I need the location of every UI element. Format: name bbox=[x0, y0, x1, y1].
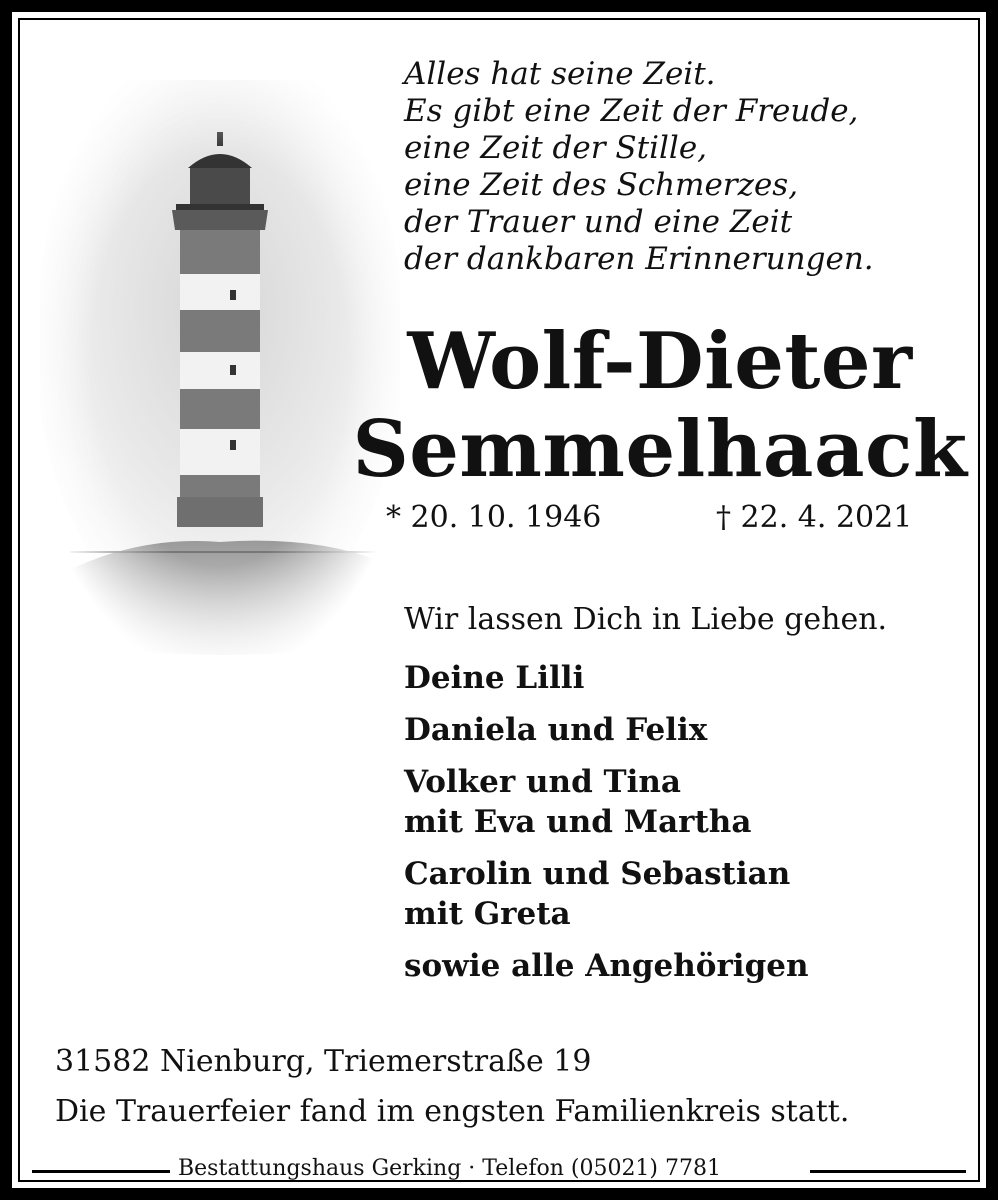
address: 31582 Nienburg, Triemerstraße 19 bbox=[55, 1044, 592, 1079]
mourner-group bbox=[404, 946, 809, 986]
birth-date: * 20. 10. 1946 bbox=[386, 500, 602, 535]
mourner-line: mit Greta bbox=[404, 896, 571, 932]
poem-line: Alles hat seine Zeit. bbox=[404, 56, 716, 92]
death-date: † 22. 4. 2021 bbox=[716, 500, 913, 535]
deceased-name bbox=[330, 318, 990, 494]
poem-line: eine Zeit der Stille, bbox=[404, 130, 708, 166]
footer-rule-right bbox=[810, 1170, 966, 1173]
mourner-line: Carolin und Sebastian bbox=[404, 856, 791, 892]
footer-rule-left bbox=[32, 1170, 170, 1173]
farewell-line: Wir lassen Dich in Liebe gehen. bbox=[404, 602, 888, 637]
poem-line: der Trauer und eine Zeit bbox=[404, 204, 793, 240]
mourners-list bbox=[404, 658, 809, 998]
mourner-line: Deine Lilli bbox=[404, 660, 585, 696]
funeral-home-info: Bestattungshaus Gerking · Telefon (05021) 7781 bbox=[178, 1156, 721, 1181]
last-name: Semmelhaack bbox=[352, 404, 968, 495]
poem-line: eine Zeit des Schmerzes, bbox=[404, 167, 799, 203]
poem bbox=[404, 56, 964, 278]
mourner-line: Volker und Tina bbox=[404, 764, 682, 800]
mourner-line: mit Eva und Martha bbox=[404, 804, 752, 840]
poem-line: Es gibt eine Zeit der Freude, bbox=[404, 93, 859, 129]
first-name: Wolf-Dieter bbox=[407, 316, 913, 407]
mourner-group bbox=[404, 658, 809, 698]
mourner-line: sowie alle Angehörigen bbox=[404, 948, 809, 984]
mourner-group bbox=[404, 762, 809, 842]
poem-line: der dankbaren Erinnerungen. bbox=[404, 241, 874, 277]
mourner-line: Daniela und Felix bbox=[404, 712, 708, 748]
footer bbox=[32, 1154, 966, 1184]
mourner-group bbox=[404, 854, 809, 934]
mourner-group bbox=[404, 710, 809, 750]
funeral-notice: Die Trauerfeier fand im engsten Familienkreis statt. bbox=[55, 1094, 850, 1129]
